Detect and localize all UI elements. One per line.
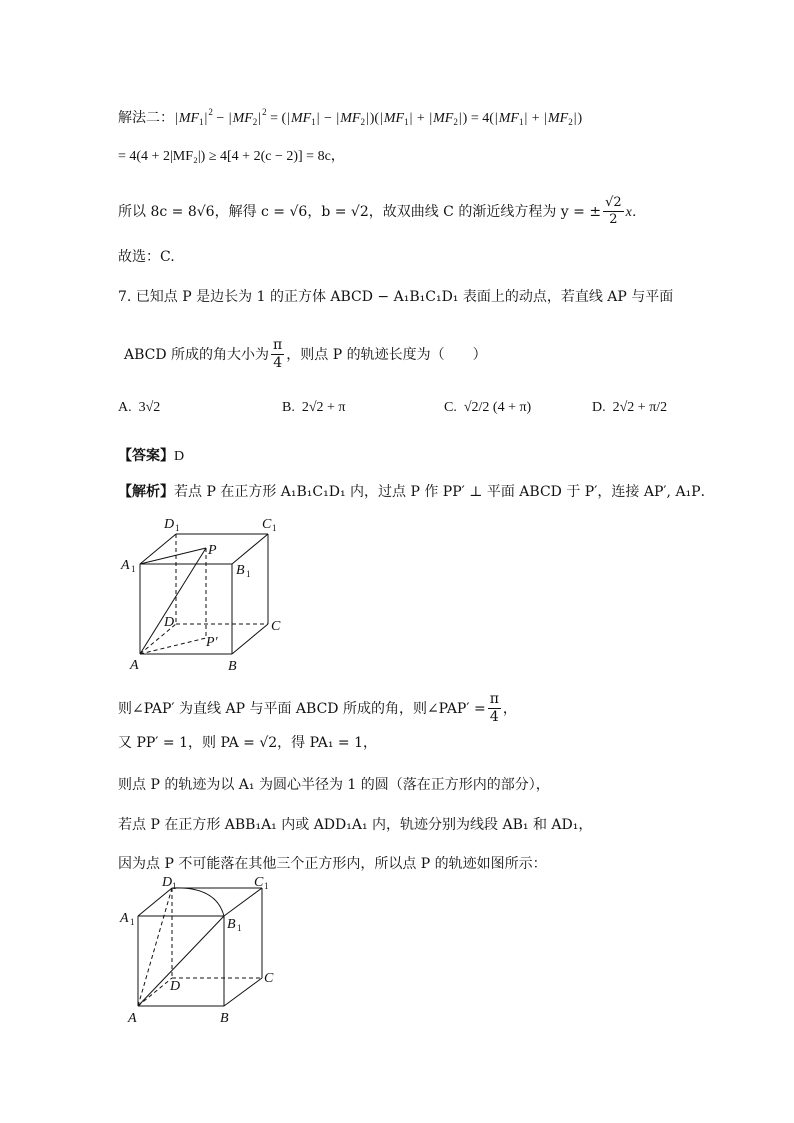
fig1-label-c1: C [262,517,272,532]
option-b[interactable] [282,400,346,416]
conclusion-text: 所以 8c = 8√6，解得 c = √6，b = √2，故双曲线 C 的渐近线方程为 y = ± [118,203,602,220]
fig2-label-b1-sub: 1 [237,923,242,933]
angle-fraction-num: π [271,338,284,355]
fig1-label-c1-sub: 1 [272,523,277,533]
option-d-text: 2√2 + π/2 [612,400,668,415]
analysis-text2-post: ， [502,700,517,717]
fig1-label-c: C [271,619,281,634]
analysis-line3: 又 PP′ = 1，则 PA = √2，得 PA₁ = 1， [118,735,378,751]
question-line2 [124,338,487,372]
question-text2-post: ，则点 P 的轨迹长度为（ ） [286,346,487,363]
fig1-label-a1: A [121,558,130,573]
fig2-label-c: C [264,971,274,986]
option-b-key: B. [282,400,295,415]
option-c-text: √2/2 (4 + π) [463,400,532,415]
option-a[interactable] [118,400,160,416]
angle-fraction [271,338,284,372]
option-d-key: D. [592,400,606,415]
conclusion-post: x． [625,204,646,220]
option-a-text: 3√2 [138,400,161,415]
method2-label: 解法二： [118,110,174,126]
cube-figure-2 [118,872,288,1028]
fig2-label-a1-sub: 1 [130,917,135,927]
question-number: 7. [118,289,132,305]
option-d[interactable] [592,400,667,416]
question-line1 [118,290,673,304]
angle-fraction-den: 4 [273,355,283,372]
analysis-label: 【解析】 [118,484,174,500]
fig2-label-b: B [220,1011,229,1026]
method2-eq1-line [118,108,582,127]
fig2-label-b1: B [227,917,236,932]
option-b-text: 2√2 + π [301,400,346,415]
analysis-text2-pre: 则∠PAP′ 为直线 AP 与平面 ABCD 所成的角，则∠PAP′ = [118,700,486,717]
answer-line [118,449,184,464]
fig2-label-a1: A [120,911,129,926]
method2-conclusion [118,196,646,228]
answer-label: 【答案】 [118,448,174,464]
fig1-label-d: D [164,615,175,630]
asymptote-fraction [603,196,624,228]
method2-eq1-render: $|MF_1|^2 - |MF_2|^2 = (|MF_1| - |MF_2|)(|MF_1| + |MF_2|) = 4(|MF_1| + |MF_2|)$ [175,107,583,127]
option-c-key: C. [444,400,457,415]
analysis-angle-fraction [488,692,501,726]
fig2-label-c1-sub: 1 [264,881,269,891]
analysis-line5: 若点 P 在正方形 ABB₁A₁ 内或 ADD₁A₁ 内，轨迹分别为线段 AB₁ 和 AD₁， [118,817,593,833]
asymptote-fraction-num: √2 [603,196,624,212]
analysis-angle-fraction-num: π [488,692,501,709]
answer-value: D [174,449,185,464]
fig1-label-d1: D [164,517,175,532]
fig2-label-d1: D [162,875,173,890]
fig2-label-d1-sub: 1 [172,881,177,891]
analysis-line2 [118,692,517,726]
question-text2-pre: ABCD 所成的角大小为 [124,346,270,363]
fig1-label-b: B [228,659,237,674]
method2-eq2: = 4(4 + 2|MF₂|) ≥ 4[4 + 2(c − 2)] = 8c， [118,149,345,164]
fig1-label-pprime: P′ [206,635,218,650]
answer-select: 故选：C. [118,249,175,265]
fig1-label-b1-sub: 1 [246,569,251,579]
fig2-label-a: A [128,1011,137,1026]
fig2-label-d: D [170,979,181,994]
option-a-key: A. [118,400,132,415]
question-text1: 已知点 P 是边长为 1 的正方体 ABCD − A₁B₁C₁D₁ 表面上的动点，若直线 AP 与平面 [135,289,674,305]
analysis-line6: 因为点 P 不可能落在其他三个正方形内，所以点 P 的轨迹如图所示： [118,856,547,872]
fig1-label-a: A [130,658,139,673]
fig2-label-c1: C [254,875,264,890]
fig1-label-b1: B [236,563,245,578]
analysis-angle-fraction-den: 4 [489,709,499,726]
cube-figure-1 [118,512,298,674]
fig1-label-p: P [208,543,217,558]
fig1-label-a1-sub: 1 [131,564,136,574]
analysis-line1 [118,485,715,499]
asymptote-fraction-den: 2 [609,212,618,228]
fig1-label-d1-sub: 1 [175,523,180,533]
option-c[interactable] [444,400,531,416]
analysis-line4: 则点 P 的轨迹为以 A₁ 为圆心半径为 1 的圆（落在正方形内的部分）， [118,777,550,793]
analysis-text1: 若点 P 在正方形 A₁B₁C₁D₁ 内，过点 P 作 PP′ ⊥ 平面 ABCD 于 P′，连接 AP′, A₁P． [174,484,715,500]
